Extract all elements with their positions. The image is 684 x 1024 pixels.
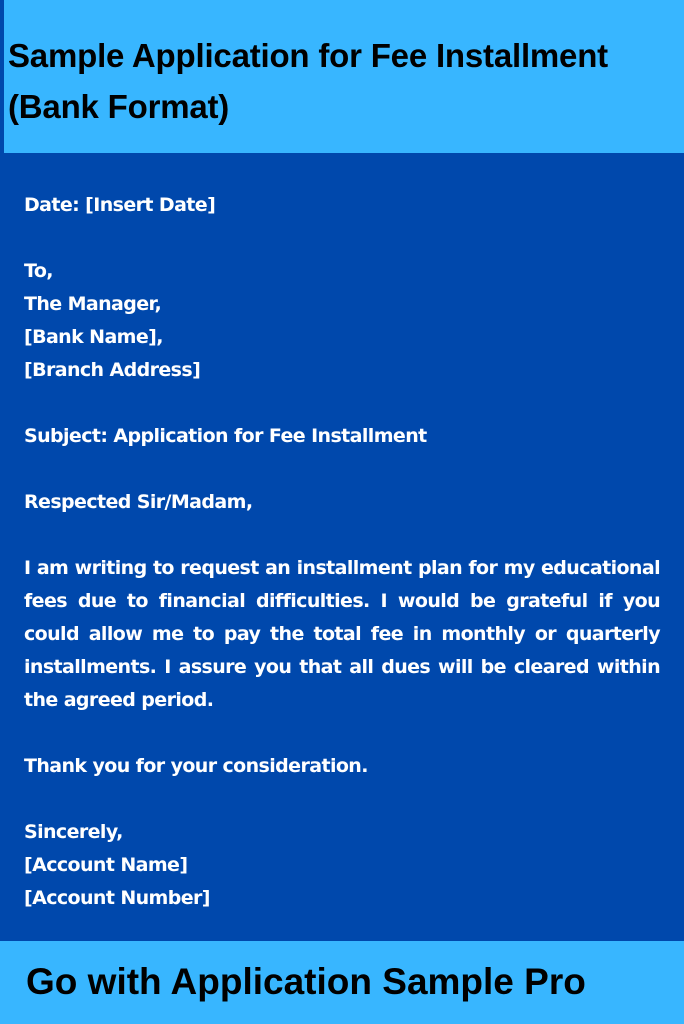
title-line-1: Sample Application for Fee Installment — [8, 37, 608, 74]
letter-closing: Sincerely, — [24, 821, 123, 843]
letter-account-name: [Account Name] — [24, 854, 188, 876]
spacer — [24, 717, 660, 750]
letter-date: Date: [Insert Date] — [24, 194, 216, 216]
spacer — [24, 519, 660, 552]
letter-account-number: [Account Number] — [24, 887, 210, 909]
page-title — [8, 30, 684, 132]
letter-to: To, — [24, 260, 53, 282]
letter-thanks: Thank you for your consideration. — [24, 755, 368, 777]
letter-body: I am writing to request an installment plan for my educational fees due to financial difficulties. I would be grateful if you could allow me to pay the total fee in monthly or quarterly installments. I assure you that all dues will be cleared within the agreed period. — [24, 557, 660, 711]
footer-banner — [0, 941, 684, 1024]
footer-text: Go with Application Sample Pro — [26, 961, 586, 1002]
letter-recipient: The Manager, — [24, 293, 162, 315]
letter-salutation: Respected Sir/Madam, — [24, 491, 253, 513]
letter-bank-name: [Bank Name], — [24, 326, 163, 348]
spacer — [24, 453, 660, 486]
letter-panel — [0, 153, 684, 941]
title-line-2: (Bank Format) — [8, 88, 230, 125]
spacer — [24, 783, 660, 816]
letter-branch-address: [Branch Address] — [24, 359, 201, 381]
spacer — [24, 387, 660, 420]
letter-subject: Subject: Application for Fee Installment — [24, 425, 427, 447]
title-banner — [0, 0, 684, 153]
spacer — [24, 222, 660, 255]
